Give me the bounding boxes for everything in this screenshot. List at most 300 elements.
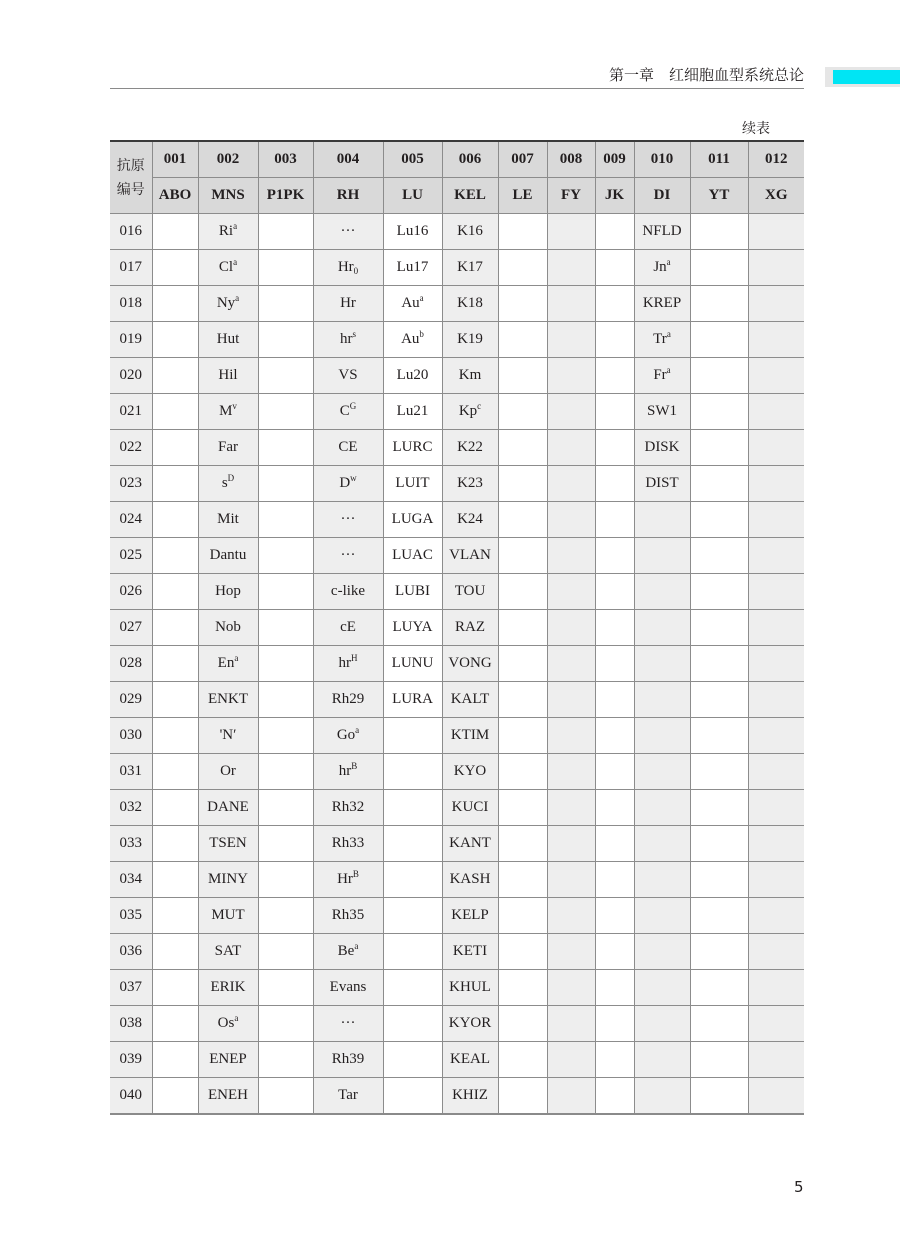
antigen-cell: [152, 1078, 198, 1115]
antigen-number-cell: 019: [110, 322, 152, 358]
table-row: [110, 1042, 804, 1078]
antigen-cell: [498, 466, 547, 502]
antigen-cell: [498, 502, 547, 538]
antigen-cell: [595, 538, 634, 574]
antigen-cell: [152, 322, 198, 358]
antigen-name: Kp: [458, 403, 478, 419]
antigen-number-cell: 038: [110, 1006, 152, 1042]
antigen-superscript: v: [232, 401, 237, 411]
system-symbol-header: P1PK: [258, 178, 313, 214]
system-number-header: 001: [152, 141, 198, 178]
table-row: [110, 826, 804, 862]
antigen-cell: [595, 1006, 634, 1042]
antigen-cell: TOU: [442, 574, 498, 610]
system-number-header: 009: [595, 141, 634, 178]
antigen-cell: [634, 358, 690, 394]
antigen-cell: [748, 322, 804, 358]
antigen-cell: c-like: [313, 574, 383, 610]
antigen-cell: [634, 1006, 690, 1042]
antigen-cell: [595, 358, 634, 394]
antigen-cell: [690, 970, 748, 1006]
antigen-cell: [595, 214, 634, 250]
antigen-cell: [498, 934, 547, 970]
table-row: [110, 358, 804, 394]
antigen-cell: K19: [442, 322, 498, 358]
antigen-cell: DIST: [634, 466, 690, 502]
antigen-cell: [313, 250, 383, 286]
antigen-name: Cl: [218, 259, 234, 275]
antigen-cell: [690, 1078, 748, 1115]
antigen-name: hr: [338, 655, 351, 671]
system-symbol-header: RH: [313, 178, 383, 214]
antigen-cell: [748, 934, 804, 970]
antigen-cell: [498, 790, 547, 826]
antigen-cell: LUAC: [383, 538, 442, 574]
antigen-cell: [634, 574, 690, 610]
antigen-cell: [498, 718, 547, 754]
antigen-cell: [547, 790, 595, 826]
table-row: [110, 862, 804, 898]
system-number-header: 008: [547, 141, 595, 178]
system-symbol-header: KEL: [442, 178, 498, 214]
antigen-name: C: [339, 403, 350, 419]
antigen-cell: [547, 754, 595, 790]
antigen-cell: [547, 610, 595, 646]
antigen-superscript: a: [354, 941, 359, 951]
antigen-cell: [748, 826, 804, 862]
antigen-cell: [690, 286, 748, 322]
antigen-name: D: [339, 475, 351, 491]
antigen-cell: [258, 538, 313, 574]
antigen-cell: KETI: [442, 934, 498, 970]
antigen-number-cell: 022: [110, 430, 152, 466]
antigen-cell: KYO: [442, 754, 498, 790]
antigen-cell: ENEP: [198, 1042, 258, 1078]
corner-label-line1: 抗原: [116, 157, 145, 174]
chapter-tab-accent: [833, 70, 900, 84]
antigen-cell: [690, 430, 748, 466]
antigen-superscript: w: [350, 473, 357, 483]
header-row-symbols: [110, 178, 804, 214]
antigen-cell: [547, 646, 595, 682]
antigen-number-cell: 017: [110, 250, 152, 286]
antigen-cell: Hop: [198, 574, 258, 610]
antigen-cell: [595, 970, 634, 1006]
antigen-cell: [748, 466, 804, 502]
antigen-cell: [498, 286, 547, 322]
antigen-cell: KANT: [442, 826, 498, 862]
antigen-cell: [498, 1078, 547, 1115]
antigen-cell: [547, 574, 595, 610]
antigen-cell: [258, 250, 313, 286]
antigen-cell: [748, 214, 804, 250]
table-row: [110, 718, 804, 754]
antigen-number-header: [110, 141, 152, 214]
antigen-cell: [748, 250, 804, 286]
antigen-cell: [634, 970, 690, 1006]
antigen-cell: [634, 502, 690, 538]
corner-label-line2: 编号: [116, 181, 145, 198]
antigen-cell: [595, 934, 634, 970]
antigen-cell: [634, 610, 690, 646]
antigen-cell: ENEH: [198, 1078, 258, 1115]
antigen-cell: [748, 898, 804, 934]
antigen-cell: [498, 754, 547, 790]
chapter-title: 第一章 红细胞血型系统总论: [608, 66, 804, 84]
antigen-cell: [595, 502, 634, 538]
antigen-number-cell: 033: [110, 826, 152, 862]
antigen-cell: [152, 682, 198, 718]
antigen-cell: KASH: [442, 862, 498, 898]
antigen-cell: [748, 358, 804, 394]
antigen-cell: Tar: [313, 1078, 383, 1115]
antigen-cell: [258, 358, 313, 394]
antigen-cell: [690, 934, 748, 970]
antigen-name: Ny: [216, 295, 236, 311]
antigen-cell: [547, 898, 595, 934]
antigen-cell: ···: [313, 538, 383, 574]
antigen-cell: [198, 646, 258, 682]
antigen-cell: VS: [313, 358, 383, 394]
antigen-name: Hr: [337, 871, 353, 887]
antigen-superscript: D: [227, 473, 235, 483]
antigen-cell: [690, 898, 748, 934]
antigen-cell: [198, 1006, 258, 1042]
antigen-cell: Nob: [198, 610, 258, 646]
antigen-cell: [258, 1006, 313, 1042]
system-number-header: 007: [498, 141, 547, 178]
antigen-cell: [690, 610, 748, 646]
antigen-cell: [152, 538, 198, 574]
antigen-number-cell: 028: [110, 646, 152, 682]
antigen-cell: Rh35: [313, 898, 383, 934]
antigen-cell: [595, 790, 634, 826]
antigen-cell: [313, 718, 383, 754]
antigen-cell: [198, 250, 258, 286]
antigen-cell: [634, 862, 690, 898]
antigen-cell: [383, 934, 442, 970]
antigen-cell: [152, 718, 198, 754]
system-symbol-header: ABO: [152, 178, 198, 214]
antigen-superscript: a: [235, 293, 240, 303]
antigen-cell: [595, 430, 634, 466]
antigen-cell: Rh33: [313, 826, 383, 862]
antigen-number-cell: 031: [110, 754, 152, 790]
antigen-cell: [748, 430, 804, 466]
antigen-cell: 'N′: [198, 718, 258, 754]
antigen-cell: [595, 718, 634, 754]
antigen-cell: [748, 538, 804, 574]
antigen-cell: [258, 970, 313, 1006]
antigen-number-cell: 035: [110, 898, 152, 934]
antigen-cell: [595, 466, 634, 502]
antigen-cell: [595, 286, 634, 322]
antigen-cell: [547, 214, 595, 250]
antigen-cell: [547, 430, 595, 466]
system-symbol-header: MNS: [198, 178, 258, 214]
antigen-cell: Hr: [313, 286, 383, 322]
antigen-cell: [313, 862, 383, 898]
antigen-cell: [595, 862, 634, 898]
antigen-cell: [595, 322, 634, 358]
antigen-cell: KREP: [634, 286, 690, 322]
table-row: [110, 970, 804, 1006]
antigen-cell: [313, 322, 383, 358]
table-row: [110, 646, 804, 682]
antigen-cell: [547, 718, 595, 754]
antigen-cell: Hil: [198, 358, 258, 394]
antigen-cell: [595, 646, 634, 682]
system-symbol-header: YT: [690, 178, 748, 214]
antigen-cell: [690, 322, 748, 358]
antigen-superscript: s: [352, 329, 356, 339]
antigen-cell: [383, 898, 442, 934]
antigen-name: Au: [401, 295, 420, 311]
antigen-name: hr: [338, 763, 352, 779]
antigen-superscript: a: [355, 725, 360, 735]
antigen-superscript: c: [477, 401, 482, 411]
antigen-table: [110, 140, 804, 1115]
antigen-number-cell: 016: [110, 214, 152, 250]
table-row: [110, 790, 804, 826]
antigen-cell: [634, 682, 690, 718]
antigen-cell: Lu17: [383, 250, 442, 286]
antigen-cell: [383, 286, 442, 322]
antigen-cell: DANE: [198, 790, 258, 826]
antigen-cell: [748, 646, 804, 682]
antigen-cell: [152, 898, 198, 934]
antigen-cell: [690, 358, 748, 394]
antigen-cell: MUT: [198, 898, 258, 934]
antigen-number-cell: 030: [110, 718, 152, 754]
antigen-cell: [258, 394, 313, 430]
table-row: [110, 898, 804, 934]
antigen-cell: [634, 934, 690, 970]
antigen-superscript: a: [234, 653, 239, 663]
table-row: [110, 754, 804, 790]
antigen-cell: LUNU: [383, 646, 442, 682]
header-row-numbers: [110, 141, 804, 178]
antigen-cell: [498, 862, 547, 898]
antigen-cell: [748, 754, 804, 790]
antigen-cell: Lu20: [383, 358, 442, 394]
antigen-cell: [690, 646, 748, 682]
antigen-cell: [152, 466, 198, 502]
antigen-cell: [152, 358, 198, 394]
antigen-cell: Or: [198, 754, 258, 790]
antigen-superscript: B: [352, 869, 359, 879]
antigen-number-cell: 040: [110, 1078, 152, 1115]
antigen-cell: Lu21: [383, 394, 442, 430]
antigen-cell: [690, 754, 748, 790]
antigen-name: Be: [337, 943, 355, 959]
antigen-cell: [595, 394, 634, 430]
system-number-header: 002: [198, 141, 258, 178]
antigen-cell: [748, 574, 804, 610]
antigen-cell: [547, 1042, 595, 1078]
antigen-name: Go: [336, 727, 356, 743]
antigen-name: Tr: [653, 331, 667, 347]
antigen-cell: [258, 1078, 313, 1115]
antigen-cell: [748, 1042, 804, 1078]
antigen-cell: [634, 790, 690, 826]
table-row: [110, 394, 804, 430]
table-row: [110, 250, 804, 286]
antigen-cell: SAT: [198, 934, 258, 970]
antigen-cell: [258, 898, 313, 934]
antigen-cell: [690, 1006, 748, 1042]
antigen-cell: [152, 754, 198, 790]
antigen-cell: Hut: [198, 322, 258, 358]
antigen-cell: KALT: [442, 682, 498, 718]
antigen-cell: [258, 466, 313, 502]
table-row: [110, 502, 804, 538]
antigen-cell: [634, 826, 690, 862]
antigen-cell: [152, 1042, 198, 1078]
antigen-cell: cE: [313, 610, 383, 646]
antigen-cell: CE: [313, 430, 383, 466]
antigen-number-cell: 032: [110, 790, 152, 826]
antigen-cell: NFLD: [634, 214, 690, 250]
antigen-cell: [547, 286, 595, 322]
antigen-cell: K18: [442, 286, 498, 322]
antigen-cell: [634, 754, 690, 790]
antigen-cell: [748, 862, 804, 898]
system-number-header: 003: [258, 141, 313, 178]
antigen-cell: ···: [313, 502, 383, 538]
antigen-superscript: B: [351, 761, 358, 771]
antigen-cell: [690, 790, 748, 826]
antigen-cell: [595, 250, 634, 286]
antigen-cell: [152, 250, 198, 286]
antigen-cell: [748, 286, 804, 322]
antigen-name: Jn: [653, 259, 667, 275]
antigen-cell: [498, 538, 547, 574]
antigen-cell: [498, 214, 547, 250]
antigen-cell: [258, 754, 313, 790]
antigen-cell: [634, 538, 690, 574]
system-number-header: 012: [748, 141, 804, 178]
antigen-cell: [748, 1078, 804, 1115]
antigen-cell: TSEN: [198, 826, 258, 862]
antigen-cell: [498, 646, 547, 682]
antigen-cell: RAZ: [442, 610, 498, 646]
antigen-cell: [498, 826, 547, 862]
antigen-cell: [547, 934, 595, 970]
antigen-cell: [547, 862, 595, 898]
antigen-cell: SW1: [634, 394, 690, 430]
antigen-subscript: 0: [353, 266, 359, 276]
system-symbol-header: LU: [383, 178, 442, 214]
antigen-cell: [383, 970, 442, 1006]
antigen-number-cell: 018: [110, 286, 152, 322]
antigen-cell: ERIK: [198, 970, 258, 1006]
antigen-cell: [547, 466, 595, 502]
antigen-cell: [547, 358, 595, 394]
antigen-number-cell: 034: [110, 862, 152, 898]
table-row: [110, 430, 804, 466]
antigen-number-cell: 026: [110, 574, 152, 610]
antigen-cell: [547, 502, 595, 538]
antigen-cell: LURC: [383, 430, 442, 466]
antigen-cell: Rh29: [313, 682, 383, 718]
antigen-cell: [690, 574, 748, 610]
table-row: [110, 574, 804, 610]
antigen-name: Fr: [653, 367, 667, 383]
antigen-cell: [383, 826, 442, 862]
antigen-cell: [547, 1006, 595, 1042]
running-head: [110, 62, 804, 89]
antigen-cell: [313, 646, 383, 682]
antigen-cell: [498, 682, 547, 718]
antigen-cell: [595, 682, 634, 718]
antigen-cell: [152, 430, 198, 466]
antigen-name: hr: [339, 331, 353, 347]
table-row: [110, 286, 804, 322]
antigen-cell: KEAL: [442, 1042, 498, 1078]
antigen-cell: LUIT: [383, 466, 442, 502]
antigen-cell: Far: [198, 430, 258, 466]
antigen-name: Hr: [337, 259, 354, 275]
antigen-superscript: a: [234, 1013, 239, 1023]
antigen-cell: K17: [442, 250, 498, 286]
system-symbol-header: FY: [547, 178, 595, 214]
antigen-name: En: [217, 655, 235, 671]
antigen-cell: [258, 718, 313, 754]
antigen-number-cell: 020: [110, 358, 152, 394]
antigen-cell: Dantu: [198, 538, 258, 574]
antigen-cell: [690, 214, 748, 250]
antigen-name: s: [221, 475, 228, 491]
antigen-cell: [383, 718, 442, 754]
antigen-cell: Evans: [313, 970, 383, 1006]
antigen-superscript: b: [419, 329, 424, 339]
antigen-superscript: a: [419, 293, 424, 303]
antigen-cell: KHIZ: [442, 1078, 498, 1115]
antigen-cell: [152, 502, 198, 538]
antigen-cell: [547, 1078, 595, 1115]
antigen-cell: [152, 934, 198, 970]
antigen-cell: [748, 718, 804, 754]
antigen-cell: [547, 322, 595, 358]
antigen-cell: [258, 574, 313, 610]
antigen-number-cell: 029: [110, 682, 152, 718]
antigen-cell: [748, 1006, 804, 1042]
antigen-cell: [748, 502, 804, 538]
antigen-cell: [383, 322, 442, 358]
antigen-cell: LURA: [383, 682, 442, 718]
antigen-superscript: H: [351, 653, 358, 663]
antigen-cell: [634, 1042, 690, 1078]
antigen-cell: ···: [313, 1006, 383, 1042]
antigen-cell: [442, 394, 498, 430]
antigen-cell: [198, 214, 258, 250]
antigen-cell: [152, 394, 198, 430]
antigen-cell: [634, 1078, 690, 1115]
antigen-cell: [498, 1006, 547, 1042]
antigen-cell: [258, 286, 313, 322]
system-symbol-header: LE: [498, 178, 547, 214]
antigen-cell: LUYA: [383, 610, 442, 646]
antigen-cell: [690, 538, 748, 574]
antigen-superscript: a: [666, 329, 671, 339]
antigen-cell: KHUL: [442, 970, 498, 1006]
antigen-cell: [690, 826, 748, 862]
antigen-cell: [258, 826, 313, 862]
antigen-cell: [383, 1078, 442, 1115]
antigen-cell: [258, 430, 313, 466]
table-row: [110, 610, 804, 646]
